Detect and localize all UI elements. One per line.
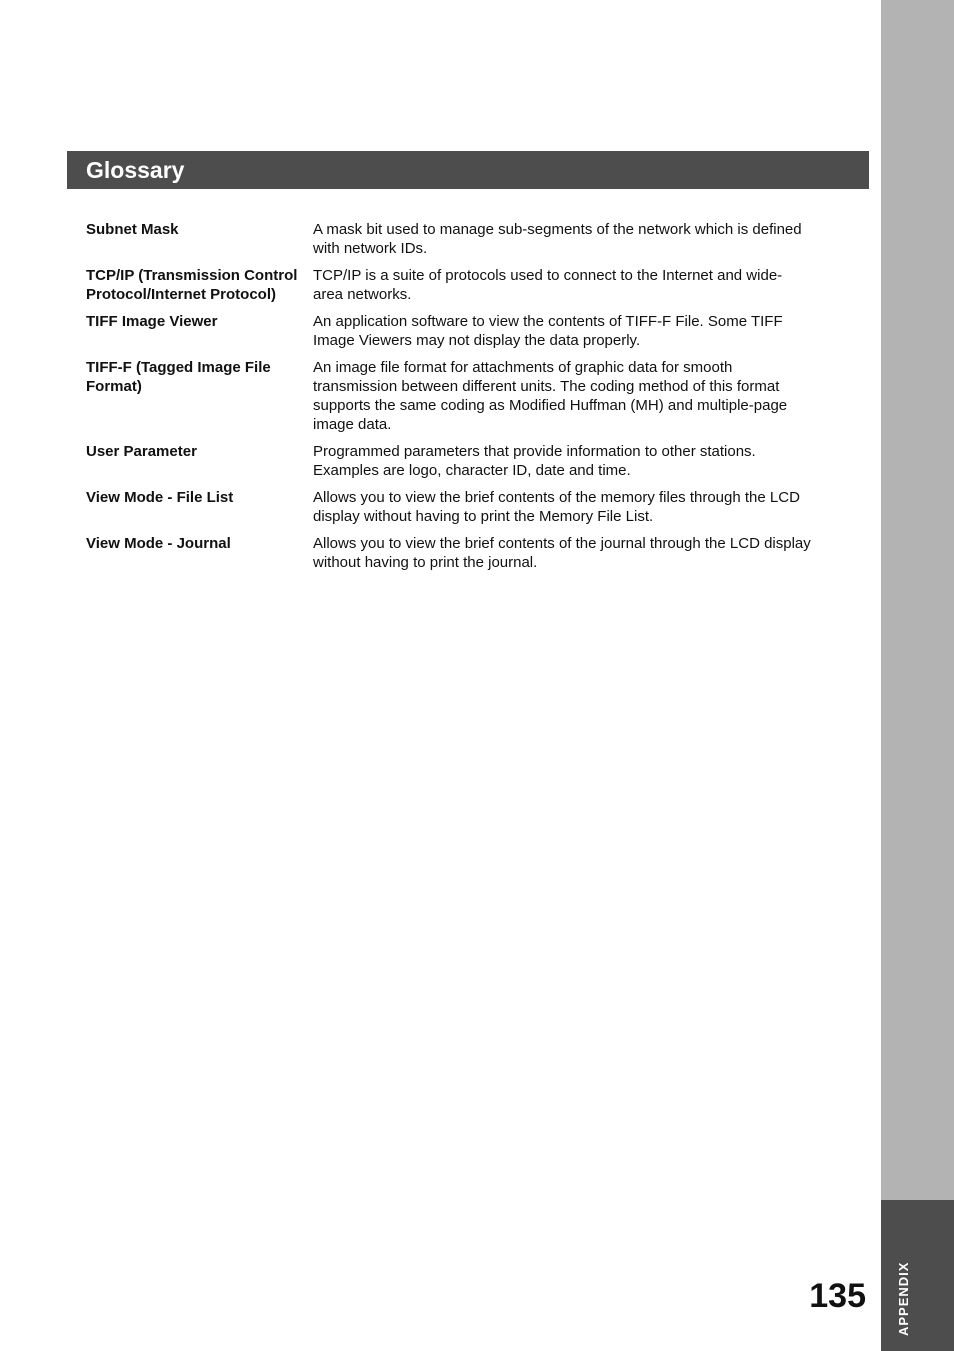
glossary-term: View Mode - Journal [86,535,231,552]
glossary-entry [86,534,846,572]
glossary-term: TIFF Image Viewer [86,313,218,330]
glossary-entry [86,488,846,526]
glossary-list [86,220,846,580]
glossary-entry [86,312,846,350]
glossary-term: Subnet Mask [86,221,179,238]
glossary-term: View Mode - File List [86,489,234,506]
glossary-entry [86,220,846,258]
glossary-definition: Allows you to view the brief contents of the memory files through the LCD display without having to print the Memory File List. [313,489,800,525]
glossary-definition: An image file format for attachments of graphic data for smooth transmission between different units. The coding method of this format supports the same coding as Modified Huffman (MH) and multiple-page image data. [313,359,788,433]
glossary-definition: Programmed parameters that provide information to other stations. Examples are logo, character ID, date and time. [313,443,756,479]
page-title: Glossary [86,157,185,183]
section-header [67,151,869,189]
appendix-tab-label: APPENDIX [896,1261,911,1336]
glossary-entry [86,442,846,480]
glossary-entry [86,358,846,434]
glossary-definition: An application software to view the contents of TIFF-F File. Some TIFF Image Viewers may not display the data properly. [313,313,783,349]
side-bar [881,0,954,1351]
glossary-definition: A mask bit used to manage sub-segments of the network which is defined with network IDs. [313,221,802,257]
glossary-term: TIFF-F (Tagged Image File Format) [86,359,271,395]
glossary-term: User Parameter [86,443,197,460]
glossary-entry [86,266,846,304]
glossary-definition: TCP/IP is a suite of protocols used to connect to the Internet and wide- area networks. [313,267,783,303]
glossary-definition: Allows you to view the brief contents of the journal through the LCD display without having to print the journal. [313,535,811,571]
page-number: 135 [809,1277,866,1315]
appendix-tab [881,1200,954,1351]
glossary-term: TCP/IP (Transmission Control Protocol/Internet Protocol) [86,267,298,303]
